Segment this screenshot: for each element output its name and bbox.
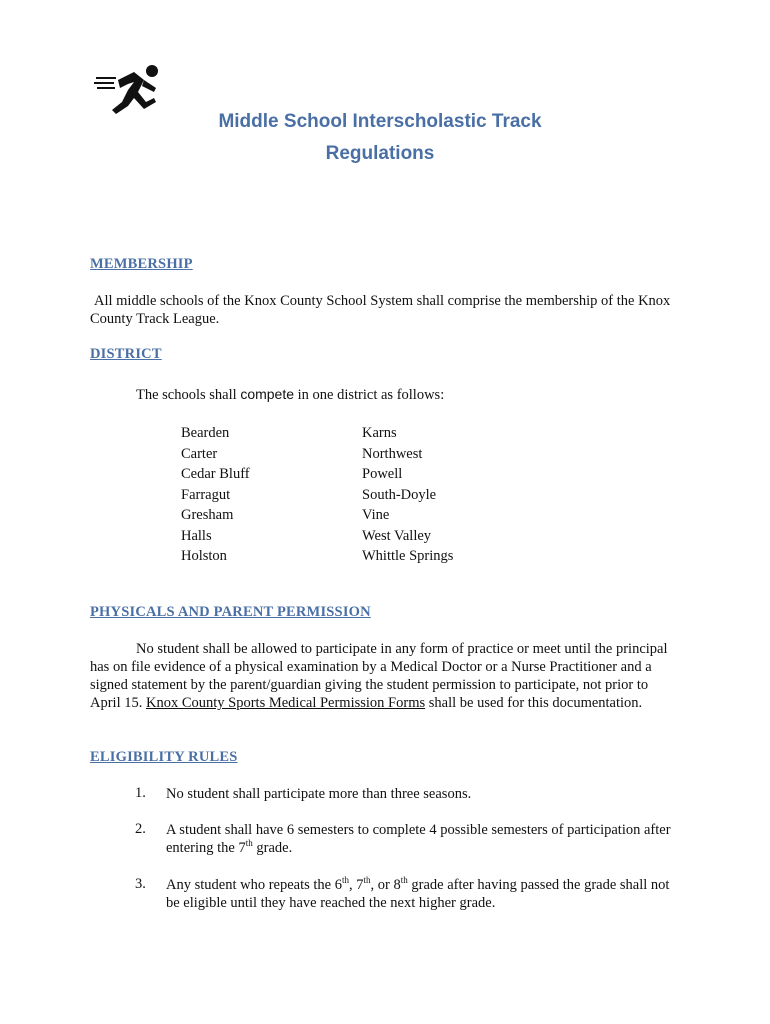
membership-text: All middle schools of the Knox County School System shall comprise the membership of the Knox County Track League.	[90, 293, 671, 327]
school-name: West Valley	[362, 527, 432, 544]
rule-number: 3.	[135, 876, 146, 892]
rule-3-text: Any student who repeats the 6th, 7th, or 8th grade after having passed the grade shall not be eligible until they have reached the next higher grade.	[166, 875, 670, 911]
school-name: Vine	[362, 507, 390, 523]
district-heading: DISTRICT	[90, 346, 162, 362]
school-name: Carter	[181, 445, 218, 462]
school-name: Karns	[362, 425, 397, 441]
document-title-line-2: Regulations	[325, 143, 435, 164]
eligibility-heading: ELIGIBILITY RULES	[90, 749, 238, 765]
school-list-left	[181, 423, 250, 567]
school-name: South-Doyle	[362, 486, 437, 503]
school-name: Powell	[362, 466, 403, 482]
physicals-text: No student shall be allowed to participate in any form of practice or meet until the principal has on file evidence of a physical examination by a Medical Doctor or a Nurse Practitioner and a signed statement by the parent/guardian giving the student permission to participate, not prior to April 15. Knox County Sports Medical Permission Forms shall be used for this documentation.	[90, 641, 668, 711]
rule-number: 2.	[135, 821, 146, 837]
school-name: Farragut	[181, 486, 231, 503]
school-name: Gresham	[181, 507, 234, 523]
school-name: Halls	[181, 527, 212, 544]
rule-2-text: A student shall have 6 semesters to complete 4 possible semesters of participation after entering the 7th grade.	[166, 822, 671, 856]
school-name: Northwest	[362, 445, 423, 462]
school-name: Holston	[181, 548, 227, 564]
school-name: Whittle Springs	[362, 548, 454, 564]
school-name: Cedar Bluff	[181, 466, 250, 482]
rule-number: 1.	[135, 785, 146, 801]
rule-1-text: No student shall participate more than three seasons.	[166, 786, 472, 802]
membership-heading: MEMBERSHIP	[90, 256, 193, 272]
school-list-right	[362, 423, 453, 567]
district-intro: The schools shall compete in one district as follows:	[136, 386, 445, 403]
medical-permission-forms-link[interactable]: Knox County Sports Medical Permission Forms	[145, 695, 426, 711]
document-title-line-1: Middle School Interscholastic Track	[218, 111, 542, 132]
physicals-heading: PHYSICALS AND PARENT PERMISSION	[90, 604, 371, 620]
school-name: Bearden	[181, 425, 230, 441]
